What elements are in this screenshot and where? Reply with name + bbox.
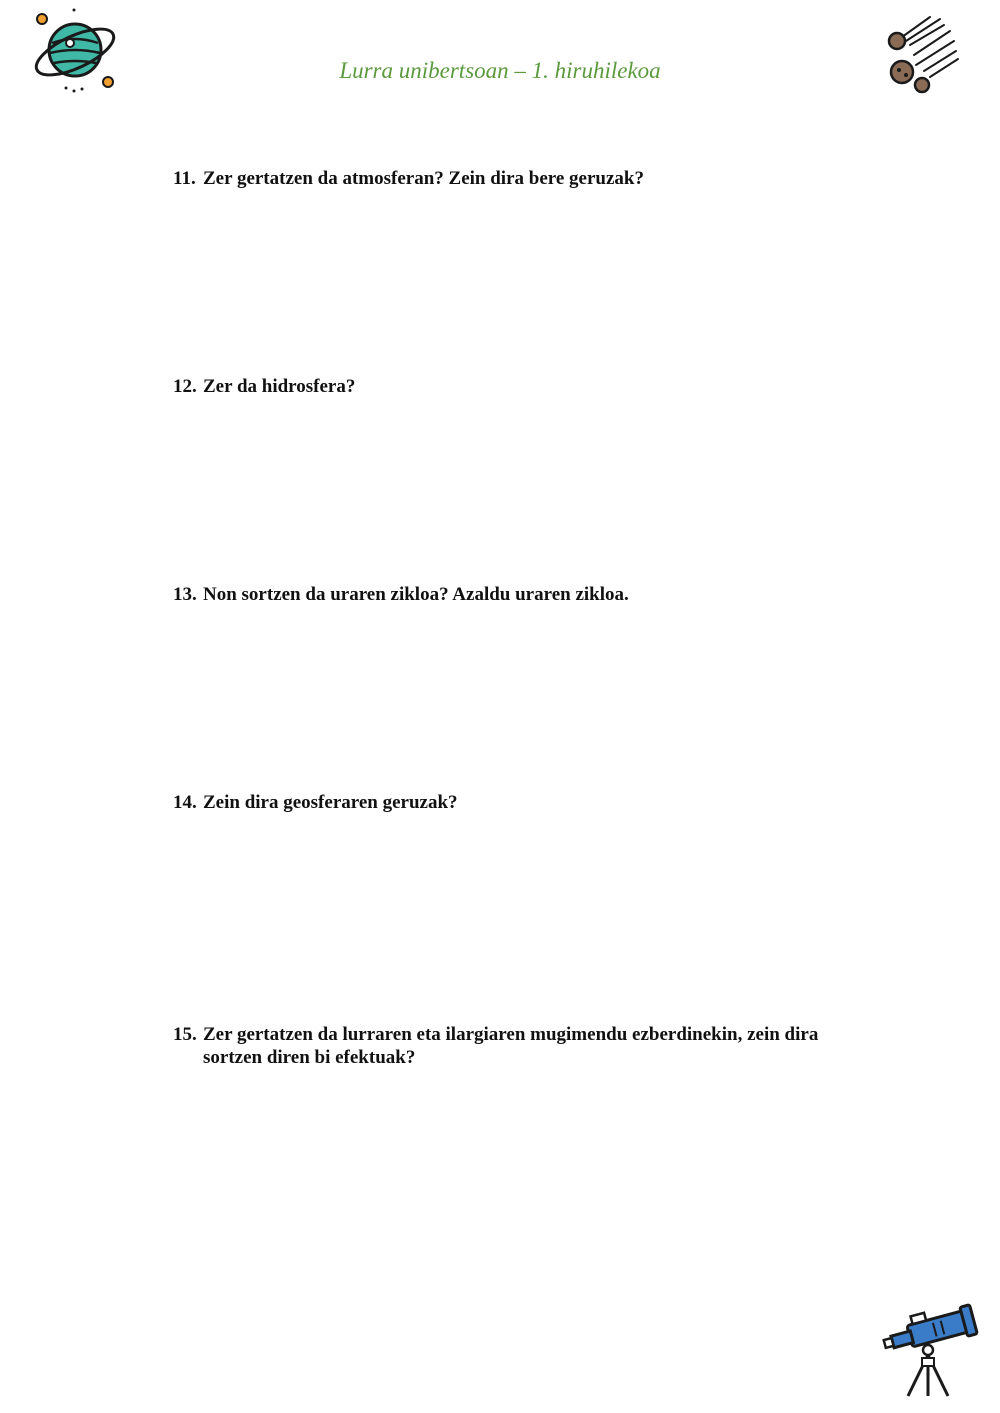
question-text: Non sortzen da uraren zikloa? Azaldu uraren zikloa. xyxy=(203,584,629,605)
question-12 xyxy=(173,375,833,398)
question-15 xyxy=(173,1023,833,1069)
question-number: 13. xyxy=(173,584,197,605)
question-text: Zer da hidrosfera? xyxy=(203,376,356,397)
question-11 xyxy=(173,167,833,190)
question-text: Zer gertatzen da lurraren eta ilargiaren mugimendu ezberdinekin, zein dira sortzen diren bi efektuak? xyxy=(203,1024,819,1068)
question-text: Zer gertatzen da atmosferan? Zein dira bere geruzak? xyxy=(203,168,644,189)
question-number: 12. xyxy=(173,376,197,397)
question-number: 14. xyxy=(173,792,197,813)
question-14 xyxy=(173,791,833,814)
question-number: 11. xyxy=(173,168,196,189)
meteor-icon xyxy=(880,15,960,95)
page-header-title: Lurra unibertsoan – 1. hiruhilekoa xyxy=(339,58,661,83)
telescope-icon xyxy=(880,1300,980,1400)
question-number: 15. xyxy=(173,1024,197,1045)
question-13 xyxy=(173,583,833,606)
question-text: Zein dira geosferaren geruzak? xyxy=(203,792,458,813)
